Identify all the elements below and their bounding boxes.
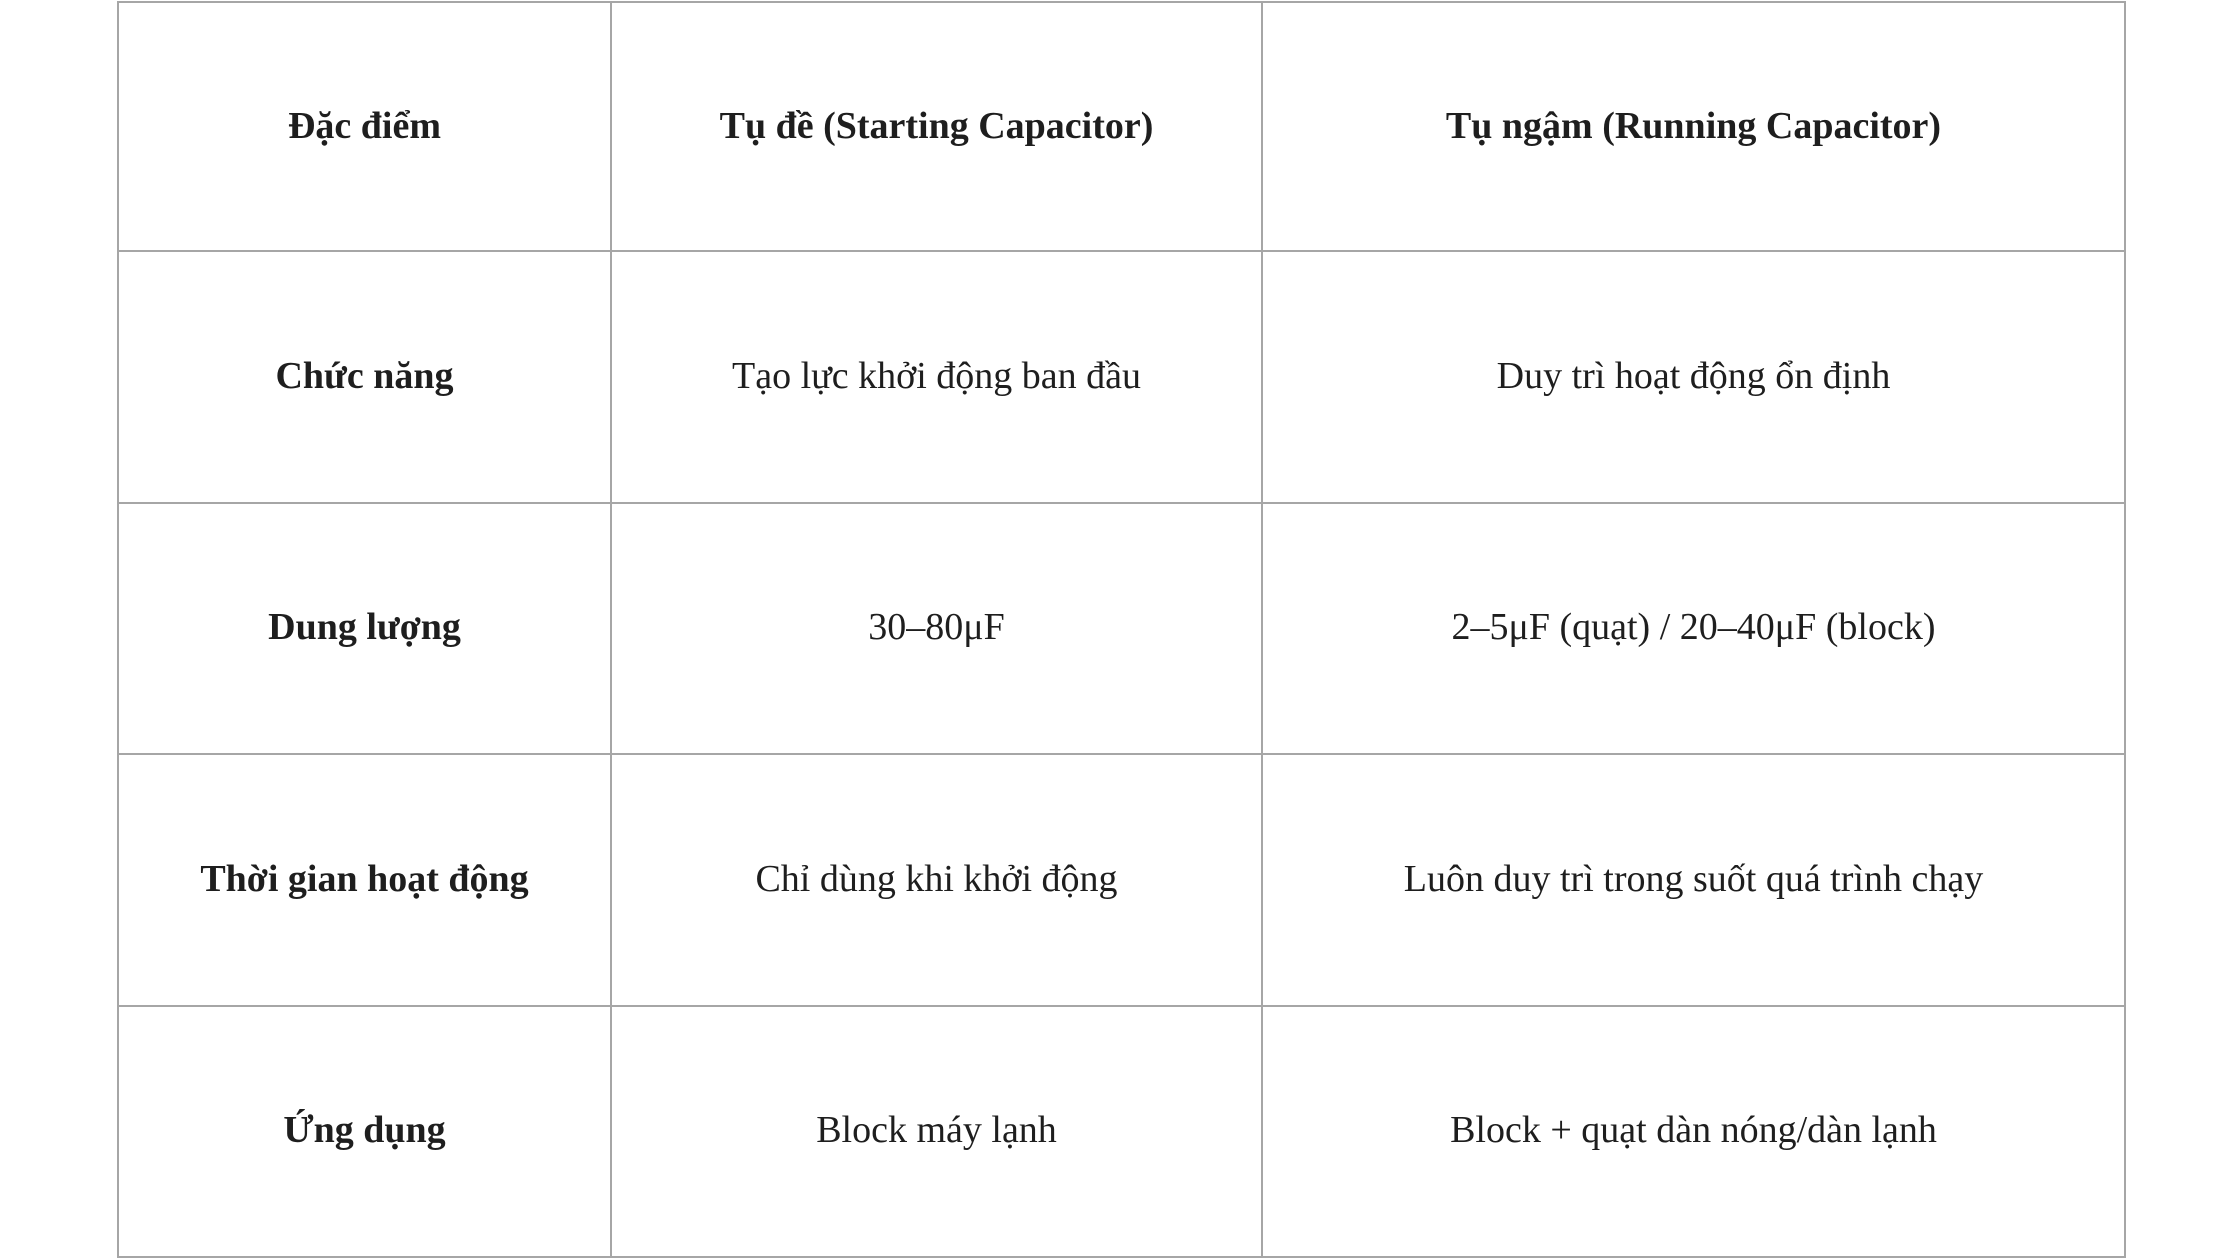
table-row (118, 251, 2125, 503)
header-feature: Đặc điểm (118, 2, 611, 251)
running-cell: Block + quạt dàn nóng/dàn lạnh (1262, 1006, 2125, 1258)
starting-cell: Chỉ dùng khi khởi động (611, 754, 1262, 1006)
row-label: Thời gian hoạt động (118, 754, 611, 1006)
row-label: Dung lượng (118, 503, 611, 755)
table-row (118, 754, 2125, 1006)
table-row (118, 503, 2125, 755)
running-cell: Luôn duy trì trong suốt quá trình chạy (1262, 754, 2125, 1006)
starting-cell: Tạo lực khởi động ban đầu (611, 251, 1262, 503)
running-cell: 2–5μF (quạt) / 20–40μF (block) (1262, 503, 2125, 755)
table-body (118, 251, 2125, 1257)
capacitor-comparison-table (117, 1, 2126, 1258)
row-label: Ứng dụng (118, 1006, 611, 1258)
table-header (118, 2, 2125, 251)
starting-cell: 30–80μF (611, 503, 1262, 755)
header-starting-capacitor: Tụ đề (Starting Capacitor) (611, 2, 1262, 251)
table-row (118, 1006, 2125, 1258)
starting-cell: Block máy lạnh (611, 1006, 1262, 1258)
header-row (118, 2, 2125, 251)
header-running-capacitor: Tụ ngậm (Running Capacitor) (1262, 2, 2125, 251)
running-cell: Duy trì hoạt động ổn định (1262, 251, 2125, 503)
row-label: Chức năng (118, 251, 611, 503)
